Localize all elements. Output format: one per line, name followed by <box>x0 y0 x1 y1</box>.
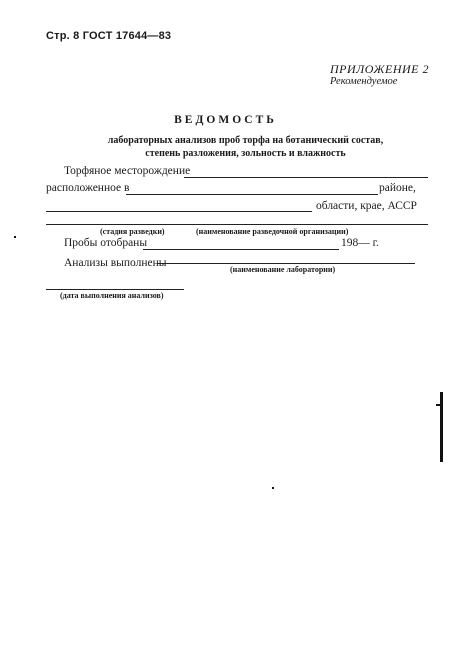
samples-label: Пробы отобраны <box>64 237 148 249</box>
analyses-label: Анализы выполнены <box>64 257 167 269</box>
scan-edge-mark <box>440 392 443 462</box>
deposit-fill-line <box>184 177 428 178</box>
scan-dot <box>272 487 274 489</box>
lab-caption: (наименование лаборатории) <box>230 265 336 274</box>
date-caption: (дата выполнения анализов) <box>60 291 164 300</box>
located-label: расположенное в <box>46 182 130 194</box>
region-fill-line <box>46 211 312 212</box>
deposit-label: Торфяное месторождение <box>64 165 191 177</box>
stage-org-fill-line <box>46 224 428 225</box>
org-caption: (наименование разведочной организации) <box>196 227 349 236</box>
year-text: 198— г. <box>341 237 379 249</box>
region-suffix: области, крае, АССР <box>316 200 417 212</box>
document-subtitle-line1: лабораторных анализов проб торфа на ботанический состав, <box>107 135 384 146</box>
district-fill-line <box>126 194 378 195</box>
date-fill-line <box>46 289 184 290</box>
scan-dot <box>14 236 16 238</box>
appendix-note: Рекомендуемое <box>330 76 398 87</box>
appendix-title: ПРИЛОЖЕНИЕ 2 <box>330 62 429 76</box>
document-title: ВЕДОМОСТЬ <box>174 114 277 126</box>
document-subtitle-line2: степень разложения, зольность и влажность <box>145 148 346 159</box>
page-header: Стр. 8 ГОСТ 17644—83 <box>46 30 172 42</box>
samples-fill-line <box>143 249 339 250</box>
lab-fill-line <box>157 263 415 264</box>
scan-edge-tick <box>436 404 442 406</box>
stage-caption: (стадия разведки) <box>100 227 165 236</box>
district-suffix: районе, <box>379 182 416 194</box>
